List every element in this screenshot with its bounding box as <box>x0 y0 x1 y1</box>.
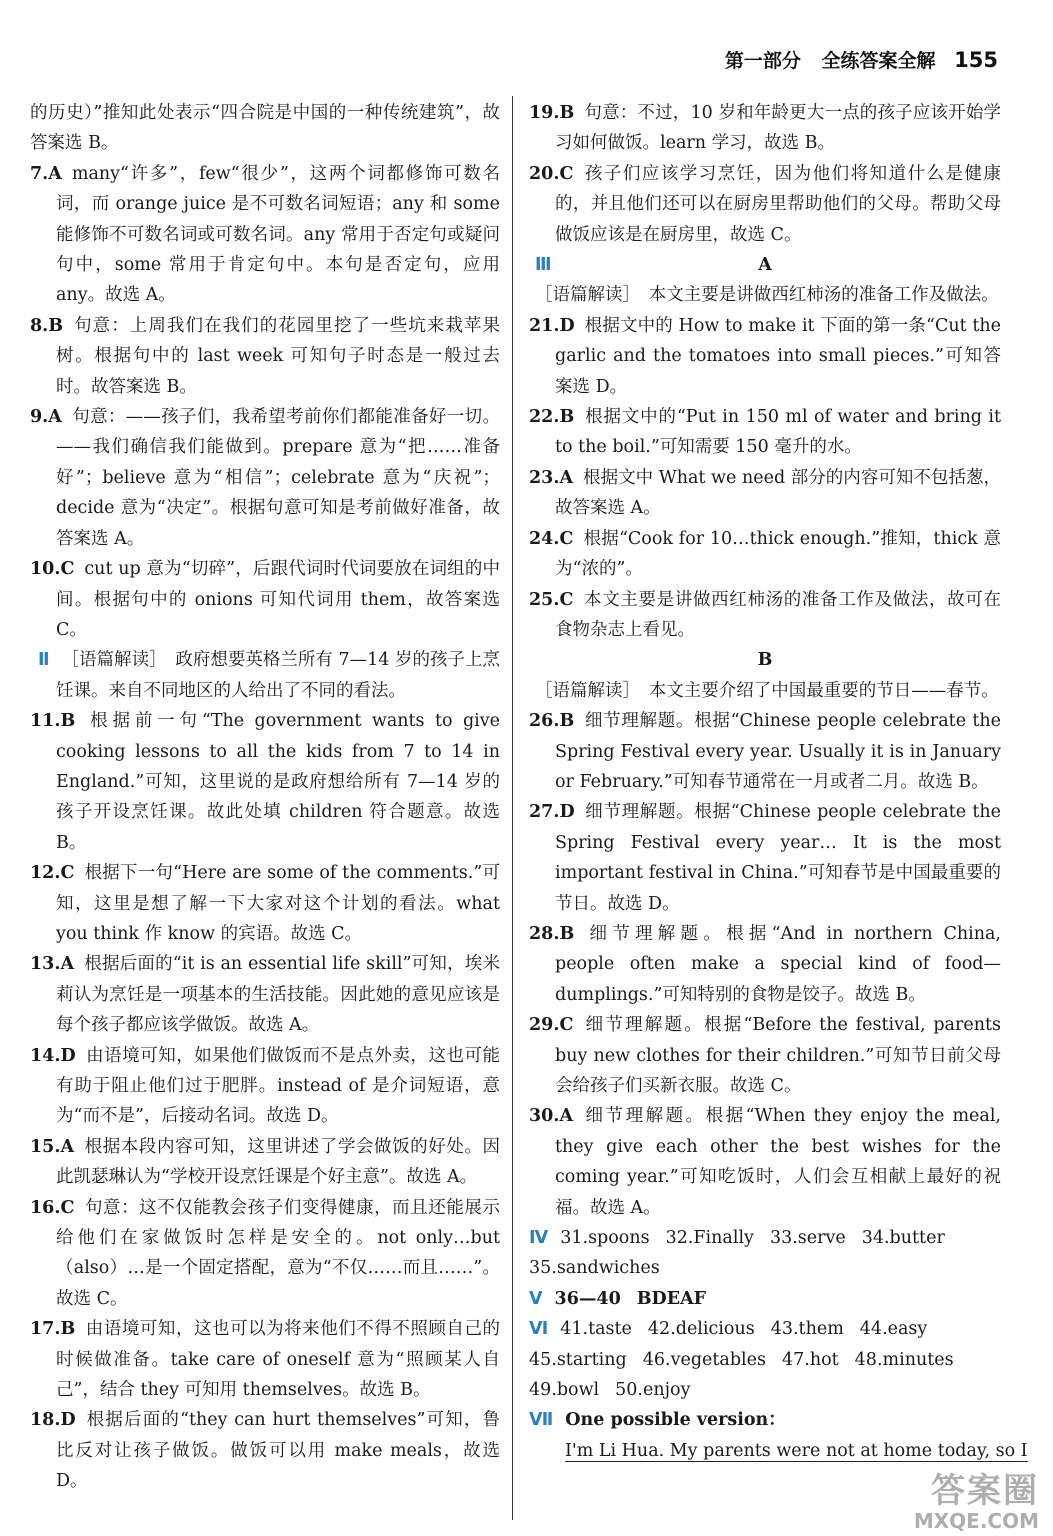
answer-number: 17.B <box>30 1319 76 1340</box>
answer-word: 31.spoons <box>560 1228 650 1249</box>
answer-word: 47.hot <box>782 1349 839 1370</box>
page-header <box>725 46 998 73</box>
writing-section <box>529 1405 1001 1435</box>
answer-number: 29.C <box>529 1015 574 1036</box>
answer-number: 22.B <box>529 407 575 428</box>
page-number: 155 <box>954 48 998 72</box>
answer-text: 根据后面的“they can hurt themselves”可知，鲁比反对让孩子做饭。做饭可以用 make meals，故选 D。 <box>56 1410 500 1492</box>
section-numeral: Ⅱ <box>38 650 50 671</box>
answer-text: 细节理解题。根据“Chinese people celebrate the Spring Festival every year. Usually it is in January or February.”可知春节通常在一月或者二月。故选 B。 <box>555 711 1001 792</box>
answer-text: 根据前一句“The government wants to give cooking lessons to all the kids from 7 to 14 in England.”可知，这里说的是政府想给所有 7—14 岁的孩子开设烹饪课。故此处填 children 符合题意。故选 B。 <box>56 711 500 853</box>
answer-text: 细节理解题。根据“Chinese people celebrate the Spring Festival every year… It is the most important festival in China.”可知春节是中国最重要的节日。故选 D。 <box>555 802 1001 914</box>
answer-number: 19.B <box>529 103 575 123</box>
section-heading-row <box>529 250 1001 280</box>
passage-text: ［语篇解读］ 政府想要英格兰所有 7—14 岁的孩子上烹饪课。来自不同地区的人给出了不同的看法。 <box>56 650 500 701</box>
answer-word: 33.serve <box>769 1228 846 1249</box>
passage-heading: A <box>758 255 772 276</box>
answers-section-vi-continued <box>529 1345 1001 1375</box>
answer-text: 句意：——孩子们，我希望考前你们都能准备好一切。——我们确信我们能做到。prepare 意为“把……准备好”；believe 意为“相信”；celebrate 意为“庆祝”；decide 意为“决定”。根据句意可知是考前做好准备，故答案选 A。 <box>56 407 500 549</box>
answer-text: 根据文中 What we need 部分的内容可知不包括葱，故答案选 A。 <box>555 467 1001 519</box>
answer-entry <box>30 1405 500 1496</box>
answer-number: 30.A <box>529 1106 574 1127</box>
writing-text-line <box>529 1436 1028 1466</box>
section-numeral: Ⅳ <box>529 1228 549 1249</box>
answer-text: 根据文中的“Put in 150 ml of water and bring it to the boil.”可知需要 150 毫升的水。 <box>555 407 1001 458</box>
answer-number: 27.D <box>529 802 575 823</box>
answer-entry <box>30 159 500 311</box>
answer-entry <box>529 585 1001 646</box>
answer-text: many“许多”，few“很少”，这两个词都修饰可数名词，而 orange juice 是不可数名词短语；any 和 some 能修饰不可数名词或可数名词。any 常用于否定句或疑问句中，some 常用于肯定句中。本句是否定句，应用 any。故选 A。 <box>56 163 500 306</box>
answer-text: cut up 意为“切碎”，后跟代词时代词要放在词组的中间。根据句中的 onions 可知代词用 them，故答案选 C。 <box>56 559 500 640</box>
answer-number: 18.D <box>30 1410 76 1431</box>
answer-entry <box>30 311 500 402</box>
answer-number: 12.C <box>30 863 75 884</box>
answer-word: 34.butter <box>861 1228 945 1249</box>
answer-text: 句意：上周我们在我们的花园里挖了一些坑来栽苹果树。根据句中的 last week 可知句子时态是一般过去时。故答案选 B。 <box>56 315 500 397</box>
answer-text: 细节理解题。根据“And in northern China, people often make a special kind of food—dumplings.”可知特别的食物是饺子。故选 B。 <box>555 923 1001 1005</box>
answer-word: 41.taste <box>560 1319 632 1340</box>
answer-number: 21.D <box>529 315 575 336</box>
answer-word: 44.easy <box>859 1319 928 1340</box>
answer-entry <box>30 858 500 949</box>
watermark-text: 答案圈 <box>931 1471 1039 1511</box>
answer-number: 24.C <box>529 528 574 549</box>
answer-number: 23.A <box>529 467 574 488</box>
answer-word: 48.minutes <box>854 1349 954 1370</box>
answer-entry <box>30 706 500 858</box>
answer-entry <box>529 159 1001 250</box>
answer-range: 36—40 <box>554 1288 621 1309</box>
answers-section-iv-continued <box>529 1253 1001 1283</box>
answer-text: 本文主要是讲做西红柿汤的准备工作及做法，故可在食物杂志上看见。 <box>555 589 1001 640</box>
answer-entry <box>529 797 1001 919</box>
answer-number: 7.A <box>30 163 62 184</box>
answer-entry <box>529 524 1001 585</box>
answer-number: 16.C <box>30 1197 75 1218</box>
answer-text: 根据“Cook for 10…thick enough.”推知，thick 意为“浓的”。 <box>555 528 1001 580</box>
answer-text: 句意：不过，10 岁和年龄更大一点的孩子应该开始学习如何做饭。learn 学习，故选 B。 <box>555 103 1001 154</box>
section-numeral: Ⅲ <box>535 255 552 276</box>
right-column <box>529 98 1028 1466</box>
passage-text: ［语篇解读］ 本文主要介绍了中国最重要的节日——春节。 <box>535 680 999 701</box>
section-numeral: Ⅶ <box>529 1410 554 1431</box>
answer-word: 50.enjoy <box>615 1380 691 1401</box>
answers-section-vi-continued <box>529 1375 1001 1405</box>
answer-word: 32.Finally <box>665 1228 754 1249</box>
answer-word: 45.starting <box>529 1349 627 1370</box>
answer-number: 28.B <box>529 923 575 944</box>
answer-entry <box>30 949 500 1040</box>
header-section: 全练答案全解 <box>821 50 936 72</box>
answers-section-vi <box>529 1314 1001 1344</box>
answer-entry <box>529 1101 1001 1223</box>
passage-interpretation <box>529 676 1001 706</box>
left-column <box>30 98 500 1497</box>
answer-number: 8.B <box>30 315 64 336</box>
watermark-logo <box>914 1472 1039 1532</box>
answer-entry <box>529 706 1001 797</box>
passage-interpretation <box>30 645 500 706</box>
answer-word: 43.them <box>770 1319 844 1340</box>
answer-entry <box>529 311 1001 402</box>
answer-text: 由语境可知，如果他们做饭而不是点外卖，这也可能有助于阻止他们过于肥胖。instead of 是介词短语，意为“而不是”，后接动名词。故选 D。 <box>56 1045 500 1127</box>
passage-text: ［语篇解读］ 本文主要是讲做西红柿汤的准备工作及做法。 <box>535 285 999 306</box>
answer-text: 根据后面的“it is an essential life skill”可知，埃米莉认为烹饪是一项基本的生活技能。因此她的意见应该是每个孩子都应该学做饭。故选 A。 <box>56 954 500 1036</box>
answer-text: 细节理解题。根据“When they enjoy the meal, they give each other the best wishes for the coming year.”可知吃饭时，人们会互相献上最好的祝福。故选 A。 <box>555 1106 1001 1218</box>
answer-number: 14.D <box>30 1045 76 1066</box>
answers-section-v <box>529 1284 1001 1314</box>
answer-text: 孩子们应该学习烹饪，因为他们将知道什么是健康的，并且他们还可以在厨房里帮助他们的父母。帮助父母做饭应该是在厨房里，故选 C。 <box>555 163 1001 245</box>
answer-text: 细节理解题。根据“Before the festival, parents buy new clothes for their children.”可知节日前父母会给孩子们买新衣服。故选 C。 <box>555 1015 1001 1096</box>
answer-word: 42.delicious <box>647 1319 755 1340</box>
answer-text: 根据文中的 How to make it 下面的第一条“Cut the garlic and the tomatoes into small pieces.”可知答案选 D。 <box>555 315 1001 397</box>
answer-entry <box>30 1193 500 1315</box>
answer-number: 9.A <box>30 407 62 428</box>
answer-number: 11.B <box>30 711 76 732</box>
column-divider <box>512 96 513 1520</box>
answer-text: 的历史）”推知此处表示“四合院是中国的一种传统建筑”，故答案选 B。 <box>30 103 500 154</box>
answer-entry <box>30 1132 500 1193</box>
passage-heading: B <box>757 650 773 671</box>
answer-text: 由语境可知，这也可以为将来他们不得不照顾自己的时候做准备。take care of oneself 意为“照顾某人自己”，结合 they 可知用 themselves。故选 B。 <box>56 1319 500 1401</box>
section-numeral: Ⅴ <box>529 1288 543 1309</box>
answer-entry <box>30 1314 500 1405</box>
answer-number: 13.A <box>30 954 75 975</box>
answer-letters: BDEAF <box>636 1288 707 1309</box>
answer-word: 35.sandwiches <box>529 1258 660 1279</box>
answer-entry <box>529 98 1001 159</box>
answer-text: 根据下一句“Here are some of the comments.”可知，这里是想了解一下大家对这个计划的看法。what you think 作 know 的宾语。故选 C。 <box>56 863 500 944</box>
answer-text: 根据本段内容可知，这里讲述了学会做饭的好处。因此凯瑟琳认为“学校开设烹饪课是个好主意”。故选 A。 <box>56 1136 500 1188</box>
answer-number: 15.A <box>30 1136 75 1157</box>
answer-entry <box>30 98 500 159</box>
watermark-url: MXQE.COM <box>913 1509 1039 1533</box>
answer-entry <box>529 1010 1001 1101</box>
answer-word: 46.vegetables <box>642 1349 766 1370</box>
answer-entry <box>30 1041 500 1132</box>
answer-number: 10.C <box>30 559 75 580</box>
answer-entry <box>30 554 500 645</box>
writing-label: One possible version： <box>565 1410 786 1431</box>
writing-text: I'm Li Hua. My parents were not at home today, so I <box>565 1440 1028 1461</box>
answer-entry <box>529 919 1001 1010</box>
answer-word: 49.bowl <box>529 1380 600 1401</box>
passage-interpretation <box>529 280 1001 310</box>
header-part: 第一部分 <box>724 50 801 72</box>
answer-number: 25.C <box>529 589 574 610</box>
answer-entry <box>529 463 1001 524</box>
answers-section-iv <box>529 1223 1001 1253</box>
answer-text: 句意：这不仅能教会孩子们变得健康，而且还能展示给他们在家做饭时怎样是安全的。not only…but（also）…是一个固定搭配，意为“不仅……而且……”。故选 C。 <box>56 1197 500 1309</box>
answer-number: 20.C <box>529 163 574 184</box>
answer-entry <box>529 402 1001 463</box>
answer-entry <box>30 402 500 554</box>
section-numeral: Ⅵ <box>529 1319 549 1340</box>
answer-number: 26.B <box>529 711 575 732</box>
